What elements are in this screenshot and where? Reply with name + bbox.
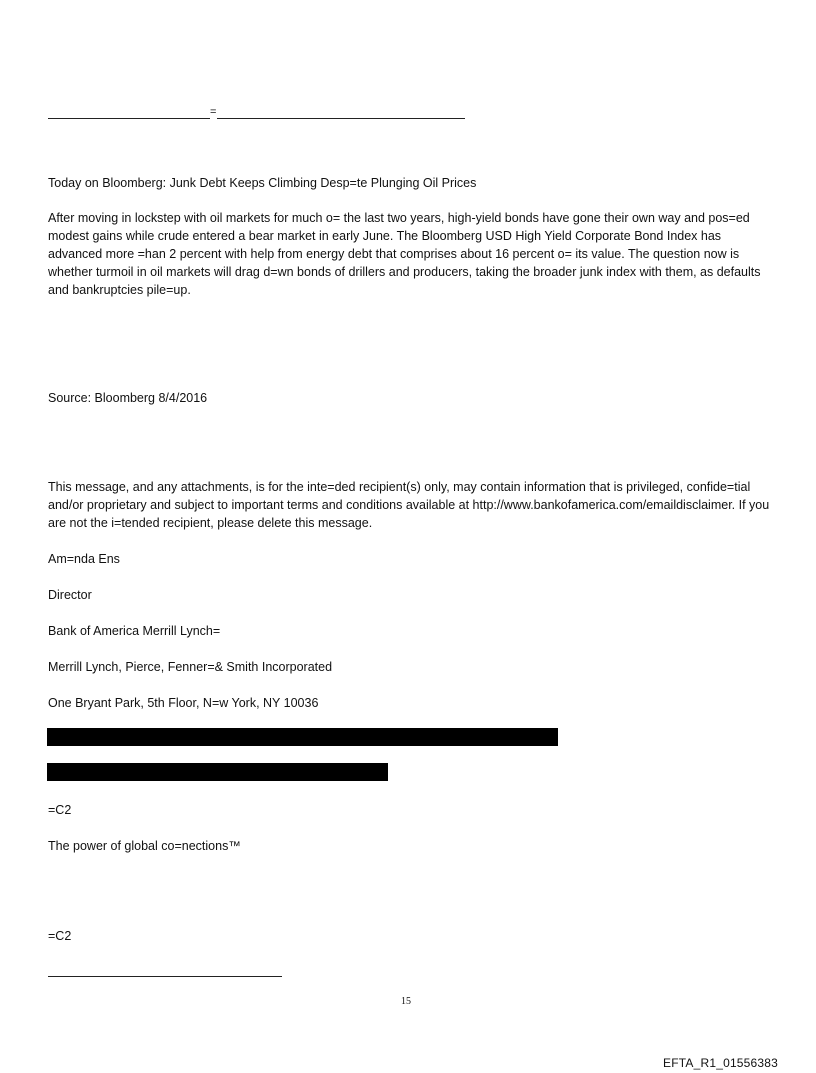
article-source: Source: Bloomberg 8/4/2016 — [48, 391, 208, 405]
signature-name: Am=nda Ens — [48, 552, 120, 566]
signature-title: Director — [48, 588, 92, 602]
signature-address: One Bryant Park, 5th Floor, N=w York, NY 10036 — [48, 696, 319, 710]
footnote-rule — [48, 976, 282, 977]
header-equals-sign: = — [210, 106, 217, 118]
redaction-bar — [47, 763, 388, 781]
signature-code: =C2 — [48, 803, 72, 817]
document-id: EFTA_R1_01556383 — [663, 1056, 779, 1070]
article-headline: Today on Bloomberg: Junk Debt Keeps Climbing Desp=te Plunging Oil Prices — [48, 176, 477, 190]
signature-tagline: The power of global co=nections™ — [48, 839, 241, 853]
signature-code: =C2 — [48, 929, 72, 943]
header-rule-left — [48, 118, 210, 119]
page-number: 15 — [401, 996, 411, 1007]
article-body: After moving in lockstep with oil markets for much o= the last two years, high-yield bonds have gone their own way and pos=ed modest gains while crude entered a bear market in early June. The Bloomberg USD High Yield Corporate Bond Index has advanced more =han 2 percent with help from energy debt that comprises about 16 percent o= its value. The question now is whether turmoil in oil markets will drag d=wn bonds of drillers and producers, taking the broader junk index with them, as defaults and bankruptcies pile=up. — [48, 211, 761, 297]
redaction-bar — [47, 728, 558, 746]
signature-legal-entity: Merrill Lynch, Pierce, Fenner=& Smith Incorporated — [48, 660, 333, 674]
header-rule-right — [217, 118, 465, 119]
signature-company: Bank of America Merrill Lynch= — [48, 624, 221, 638]
email-disclaimer: This message, and any attachments, is for the inte=ded recipient(s) only, may contain information that is privileged, confide=tial and/or proprietary and subject to important terms and conditions available at http://www.bankofamerica.com/emaildisclaimer. If you are not the i=tended recipient, please delete this message. — [48, 480, 770, 530]
